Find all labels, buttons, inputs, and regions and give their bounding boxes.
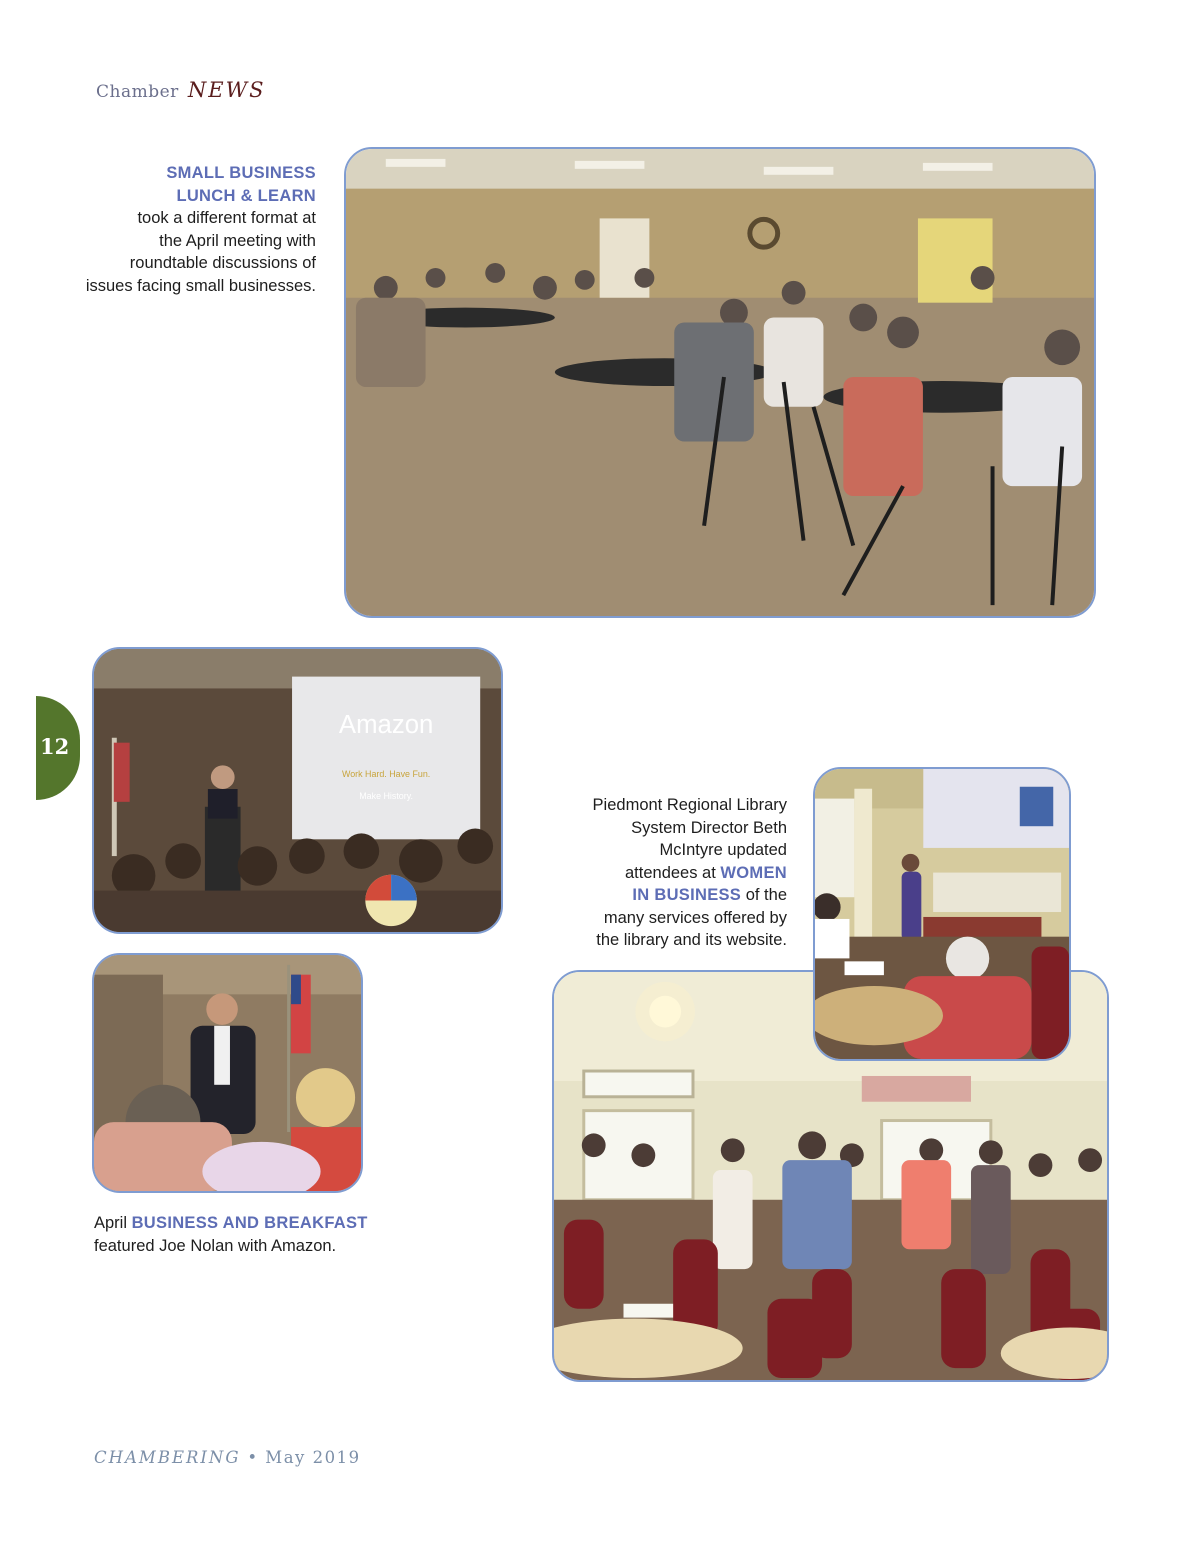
caption-business-breakfast (94, 1212, 454, 1257)
caption-library-line: McIntyre updated (659, 841, 787, 859)
page-number: 12 (40, 734, 70, 759)
caption-library-line: System Director Beth (631, 818, 787, 837)
caption-library-text: attendees at (625, 863, 721, 882)
caption-lunch-heading-1: SMALL BUSINESS (166, 164, 316, 182)
caption-library-line (520, 862, 787, 885)
amazon-screen-line2: Make History. (359, 790, 413, 801)
page-footer (94, 1448, 361, 1467)
amazon-screen-line1: Work Hard. Have Fun. (341, 769, 431, 780)
caption-library-line: Piedmont Regional Library (592, 796, 787, 814)
section-header (96, 78, 266, 102)
caption-lunch-line: took a different format at (137, 209, 316, 227)
caption-lunch-line: issues facing small businesses. (85, 276, 316, 295)
photo-joe-nolan (92, 953, 363, 1193)
caption-library-line: many services offered by (603, 908, 787, 927)
photo-library-director (813, 767, 1071, 1061)
caption-breakfast-text: April (94, 1214, 132, 1232)
footer-issue: May 2019 (265, 1448, 361, 1467)
caption-lunch-line: the April meeting with (159, 231, 316, 250)
section-label-news: NEWS (187, 78, 266, 102)
section-label-chamber: Chamber (96, 82, 179, 102)
caption-breakfast-highlight: BUSINESS AND BREAKFAST (131, 1214, 368, 1232)
footer-separator: • (247, 1448, 259, 1467)
caption-library-text: of the (741, 886, 787, 904)
caption-women-in-business (520, 794, 787, 952)
amazon-screen-title: Amazon (338, 710, 434, 739)
caption-breakfast-line (94, 1212, 454, 1235)
caption-library-highlight: WOMEN (720, 863, 787, 882)
photo-business-breakfast (92, 647, 503, 934)
caption-lunch-line: roundtable discussions of (129, 254, 316, 272)
caption-library-line (520, 884, 787, 907)
caption-breakfast-line: featured Joe Nolan with Amazon. (94, 1236, 337, 1255)
caption-lunch-heading-2: LUNCH & LEARN (176, 186, 316, 205)
caption-library-line: the library and its website. (596, 931, 787, 949)
caption-lunch-learn (60, 162, 316, 297)
photo-lunch-learn (344, 147, 1096, 618)
footer-publication: CHAMBERING (94, 1448, 241, 1467)
caption-library-highlight: IN BUSINESS (632, 886, 742, 904)
